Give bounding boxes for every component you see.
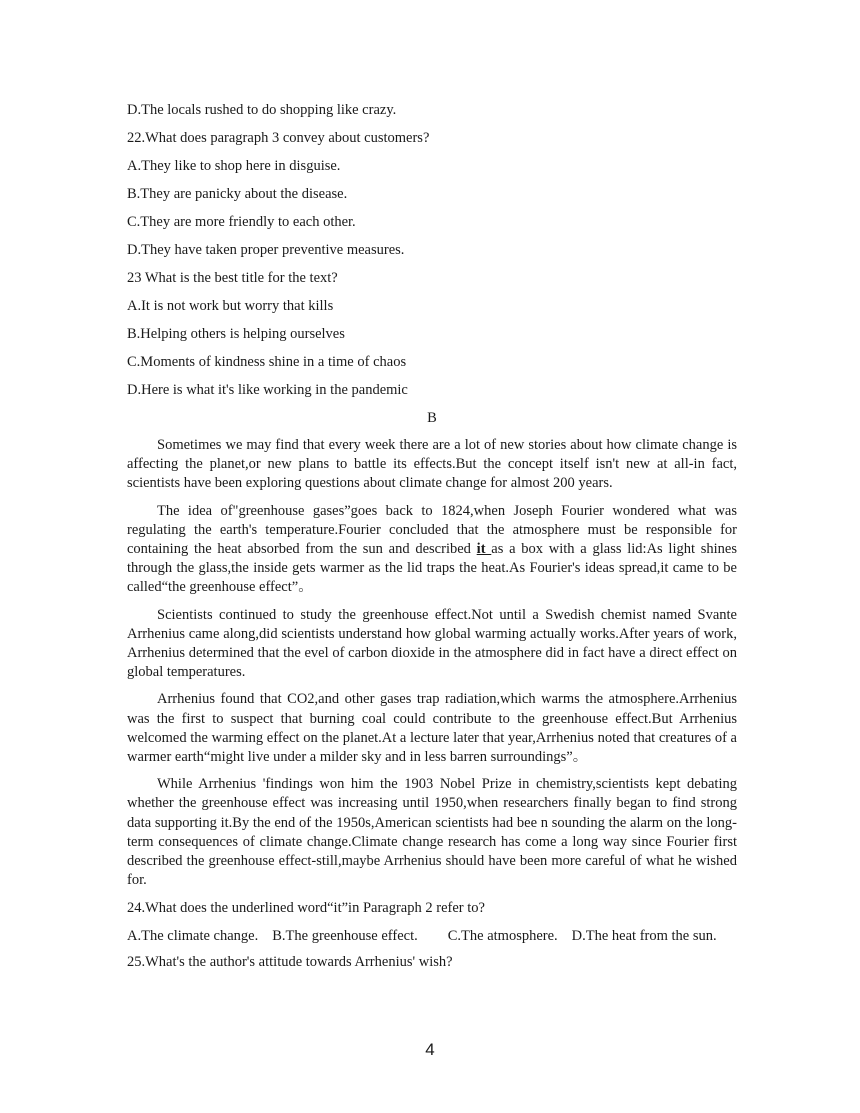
underlined-word-it: it bbox=[476, 541, 492, 558]
q22-question: 22.What does paragraph 3 convey about customers? bbox=[127, 130, 430, 146]
q23-question: 23 What is the best title for the text? bbox=[127, 270, 338, 286]
q24-option-b: B.The greenhouse effect. bbox=[272, 928, 418, 945]
q24-option-c: C.The atmosphere. bbox=[447, 928, 558, 945]
passage-paragraph-3: Scientists continued to study the greenhouse effect.Not until a Swedish chemist named Svante Arrhenius came along,did scientists understand how global warming actually works.After years of work, Arrhenius determined that the evel of carbon dioxide in the atmosphere did in fact have a direct effect on global temperatures. bbox=[127, 606, 737, 681]
q24-option-d: D.The heat from the sun. bbox=[571, 928, 717, 945]
q24-option-a: A.The climate change. bbox=[127, 928, 259, 945]
exam-page bbox=[127, 100, 737, 980]
q23-option-d: D.Here is what it's like working in the pandemic bbox=[127, 382, 408, 398]
passage-paragraph-5: While Arrhenius 'findings won him the 1903 Nobel Prize in chemistry,scientists kept debating whether the greenhouse effect was increasing until 1950,when researchers finally began to find strong data supporting it.By the end of the 1950s,American scientists had bee n sounding the alarm on the long-term consequences of climate change.Climate change research has come a long way since Fourier first described the greenhouse effect-still,maybe Arrhenius should have been more careful of what he wished for. bbox=[127, 776, 737, 889]
q23-option-b: B.Helping others is helping ourselves bbox=[127, 326, 345, 342]
q22-option-b: B.They are panicky about the disease. bbox=[127, 186, 348, 202]
q24-options bbox=[127, 926, 737, 952]
q24-question: 24.What does the underlined word“it”in Paragraph 2 refer to? bbox=[127, 900, 485, 917]
paragraph-2-text-before: The idea of"greenhouse gases”goes back to 1824,when Joseph Fourier wondered what was regulating the earth's temperature.Fourier concluded that the atmosphere must be responsible for containing the heat absorbed from the sun and described bbox=[127, 502, 737, 558]
q22-option-c: C.They are more friendly to each other. bbox=[127, 214, 356, 230]
passage-paragraph-1: Sometimes we may find that every week there are a lot of new stories about how climate change is affecting the planet,or new plans to battle its effects.But the concept itself isn't new at all-in fact, scientists have been exploring questions about climate change for almost 200 years. bbox=[127, 437, 737, 492]
passage-paragraph-4: Arrhenius found that CO2,and other gases trap radiation,which warms the atmosphere.Arrhenius was the first to suspect that burning coal could contribute to the greenhouse effect.But Arrhenius welcomed the warming effect on the planet.At a lecture later that year,Arrhenius noted that creatures of a warmer earth“might live under a milder sky and in less barren surroundings”。 bbox=[127, 691, 737, 766]
section-heading: B bbox=[427, 410, 437, 426]
q25-question: 25.What's the author's attitude towards Arrhenius' wish? bbox=[127, 954, 453, 971]
q22-option-d: D.They have taken proper preventive measures. bbox=[127, 242, 405, 258]
paragraph-2-text-after: as a box with a glass lid:As light shines through the glass,the inside gets warmer as the lid traps the heat.As Fourier's ideas spread,it came to be called“the greenhouse effect”。 bbox=[127, 541, 738, 596]
q23-option-a: A.It is not work but worry that kills bbox=[127, 298, 334, 314]
q21-option-d: D.The locals rushed to do shopping like crazy. bbox=[127, 102, 397, 118]
q22-option-a: A.They like to shop here in disguise. bbox=[127, 158, 341, 174]
page-number: 4 bbox=[425, 1040, 435, 1059]
q23-option-c: C.Moments of kindness shine in a time of chaos bbox=[127, 354, 407, 370]
passage-paragraph-2 bbox=[127, 502, 737, 598]
